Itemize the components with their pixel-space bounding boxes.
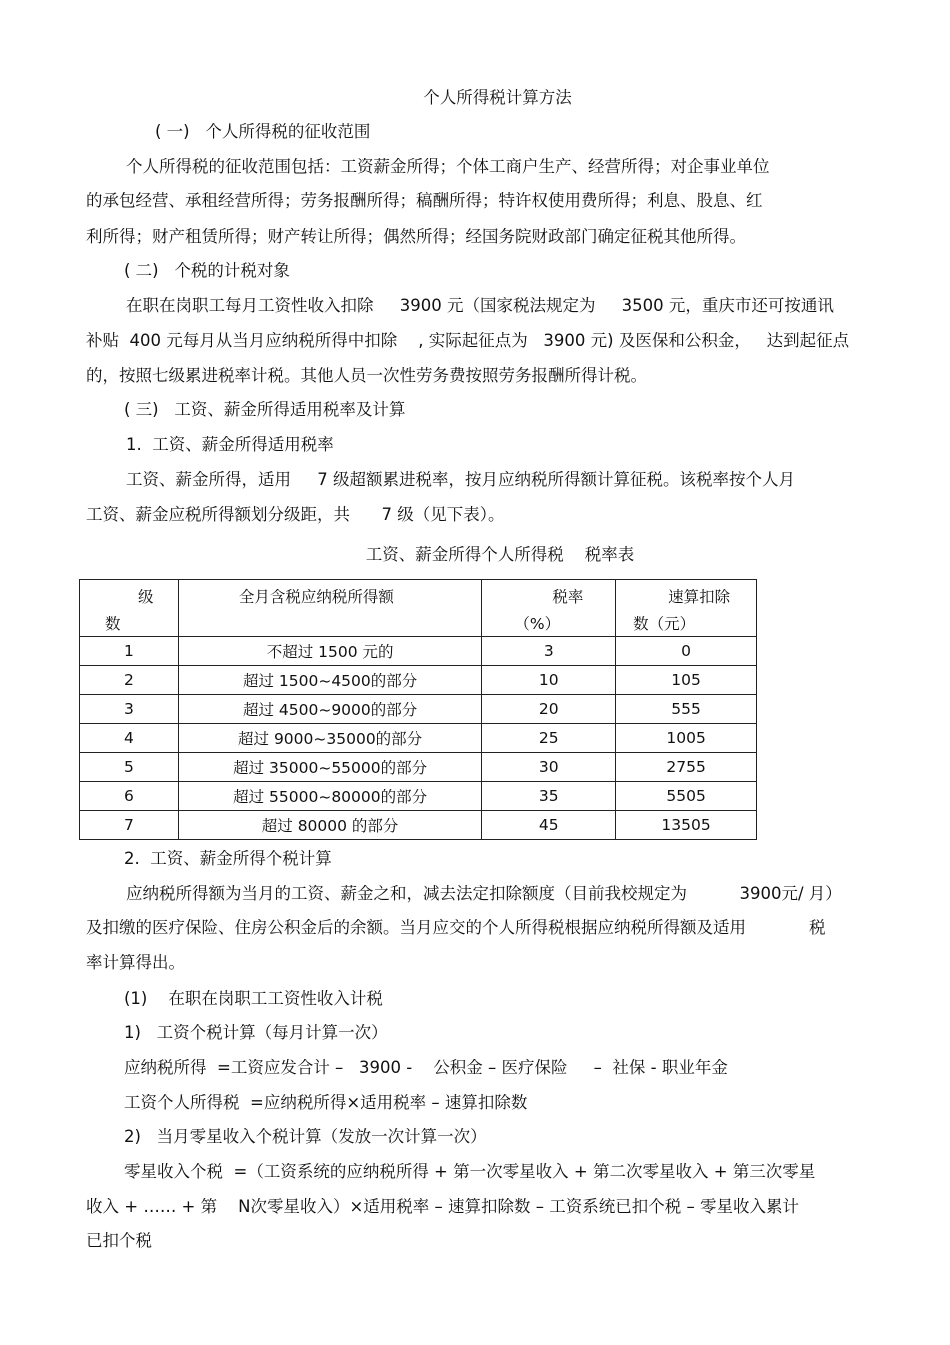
formula-sporadic-income-line: 零星收入个税 =（工资系统的应纳税所得 + 第一次零星收入 + 第二次零星收入 + 第三次零星 bbox=[124, 1162, 816, 1181]
calc-paragraph-line: 率计算得出。 bbox=[86, 953, 185, 972]
header-range bbox=[178, 580, 482, 637]
table-row bbox=[80, 695, 757, 724]
section-3-paragraph-line: 工资、薪金所得，适用 7 级超额累进税率，按月应纳税所得额计算征税。该税率按个人月 bbox=[126, 470, 795, 489]
cell-deduction: 1005 bbox=[616, 724, 757, 753]
section-3-heading: ( 三) 工资、薪金所得适用税率及计算 bbox=[124, 400, 406, 419]
calc-paragraph-line: 及扣缴的医疗保险、住房公积金后的余额。当月应交的个人所得税根据应纳税所得额及适用 税 bbox=[86, 918, 826, 937]
cell-range: 超过 9000~35000的部分 bbox=[178, 724, 482, 753]
section-2-paragraph-line: 的，按照七级累进税率计税。其他人员一次性劳务费按照劳务报酬所得计税。 bbox=[86, 366, 647, 385]
table-row bbox=[80, 753, 757, 782]
calc-paragraph-line: 应纳税所得额为当月的工资、薪金之和，减去法定扣除额度（目前我校规定为 3900元/ 月） bbox=[126, 884, 842, 903]
header-level-top: 级 bbox=[138, 588, 154, 606]
document-title: 个人所得税计算方法 bbox=[423, 88, 572, 107]
section-2-paragraph-line: 在职在岗职工每月工资性收入扣除 3900 元（国家税法规定为 3500 元，重庆市还可按通讯 bbox=[126, 296, 834, 315]
cell-range: 超过 1500~4500的部分 bbox=[178, 666, 482, 695]
cell-rate: 3 bbox=[482, 637, 616, 666]
header-deduction-top: 速算扣除 bbox=[668, 588, 731, 606]
cell-deduction: 555 bbox=[616, 695, 757, 724]
calc-item-heading: (1) 在职在岗职工工资性收入计税 bbox=[124, 989, 383, 1008]
section-2-heading: ( 二) 个税的计税对象 bbox=[124, 261, 290, 280]
cell-deduction: 105 bbox=[616, 666, 757, 695]
section-2-paragraph-line: 补贴 400 元每月从当月应纳税所得中扣除 , 实际起征点为 3900 元) 及医保和公积金， 达到起征点 bbox=[86, 331, 850, 350]
tax-rate-table bbox=[79, 579, 757, 840]
calc-subheading: 2. 工资、薪金所得个税计算 bbox=[124, 849, 332, 868]
cell-deduction: 13505 bbox=[616, 811, 757, 840]
header-rate-top: 税率 bbox=[552, 588, 584, 606]
header-range-label: 全月含税应纳税所得额 bbox=[238, 588, 394, 606]
formula-sporadic-income-line: 已扣个税 bbox=[86, 1231, 152, 1250]
cell-range: 超过 80000 的部分 bbox=[178, 811, 482, 840]
formula-taxable-income: 应纳税所得 =工资应发合计 – 3900 - 公积金 – 医疗保险 – 社保 - 职业年金 bbox=[124, 1058, 728, 1077]
cell-level: 4 bbox=[80, 724, 179, 753]
header-rate-bottom: （%） bbox=[514, 615, 561, 633]
section-1-paragraph-line: 个人所得税的征收范围包括：工资薪金所得；个体工商户生产、经营所得；对企事业单位 bbox=[126, 157, 770, 176]
header-level-bottom: 数 bbox=[105, 615, 121, 633]
table-row bbox=[80, 811, 757, 840]
calc-subitem-heading: 1) 工资个税计算（每月计算一次） bbox=[124, 1023, 388, 1042]
cell-deduction: 5505 bbox=[616, 782, 757, 811]
header-level bbox=[80, 580, 179, 637]
formula-sporadic-income-line: 收入 + …… + 第 N次零星收入）×适用税率 – 速算扣除数 – 工资系统已扣个税 – 零星收入累计 bbox=[86, 1197, 799, 1216]
table-row bbox=[80, 782, 757, 811]
cell-rate: 45 bbox=[482, 811, 616, 840]
table-row bbox=[80, 724, 757, 753]
cell-level: 2 bbox=[80, 666, 179, 695]
section-3-subheading: 1. 工资、薪金所得适用税率 bbox=[126, 435, 334, 454]
cell-deduction: 0 bbox=[616, 637, 757, 666]
table-header-row bbox=[80, 580, 757, 637]
cell-range: 超过 4500~9000的部分 bbox=[178, 695, 482, 724]
cell-range: 超过 55000~80000的部分 bbox=[178, 782, 482, 811]
formula-salary-tax: 工资个人所得税 =应纳税所得×适用税率 – 速算扣除数 bbox=[124, 1093, 528, 1112]
header-rate bbox=[482, 580, 616, 637]
cell-level: 1 bbox=[80, 637, 179, 666]
header-deduction bbox=[616, 580, 757, 637]
cell-range: 超过 35000~55000的部分 bbox=[178, 753, 482, 782]
cell-range: 不超过 1500 元的 bbox=[178, 637, 482, 666]
cell-rate: 10 bbox=[482, 666, 616, 695]
table-row bbox=[80, 637, 757, 666]
section-1-heading: ( 一) 个人所得税的征收范围 bbox=[155, 122, 371, 141]
cell-level: 7 bbox=[80, 811, 179, 840]
section-1-paragraph-line: 的承包经营、承租经营所得；劳务报酬所得；稿酬所得；特许权使用费所得；利息、股息、红 bbox=[86, 191, 763, 210]
cell-rate: 20 bbox=[482, 695, 616, 724]
cell-level: 3 bbox=[80, 695, 179, 724]
table-row bbox=[80, 666, 757, 695]
table-caption: 工资、薪金所得个人所得税 税率表 bbox=[365, 545, 635, 564]
header-deduction-bottom: 数（元） bbox=[633, 615, 696, 633]
calc-subitem-heading: 2) 当月零星收入个税计算（发放一次计算一次） bbox=[124, 1127, 487, 1146]
section-1-paragraph-line: 利所得；财产租赁所得；财产转让所得；偶然所得；经国务院财政部门确定征税其他所得。 bbox=[86, 227, 746, 246]
cell-level: 5 bbox=[80, 753, 179, 782]
cell-rate: 35 bbox=[482, 782, 616, 811]
section-3-paragraph-line: 工资、薪金应税所得额划分级距，共 7 级（见下表）。 bbox=[86, 505, 505, 524]
cell-deduction: 2755 bbox=[616, 753, 757, 782]
cell-rate: 30 bbox=[482, 753, 616, 782]
cell-rate: 25 bbox=[482, 724, 616, 753]
cell-level: 6 bbox=[80, 782, 179, 811]
